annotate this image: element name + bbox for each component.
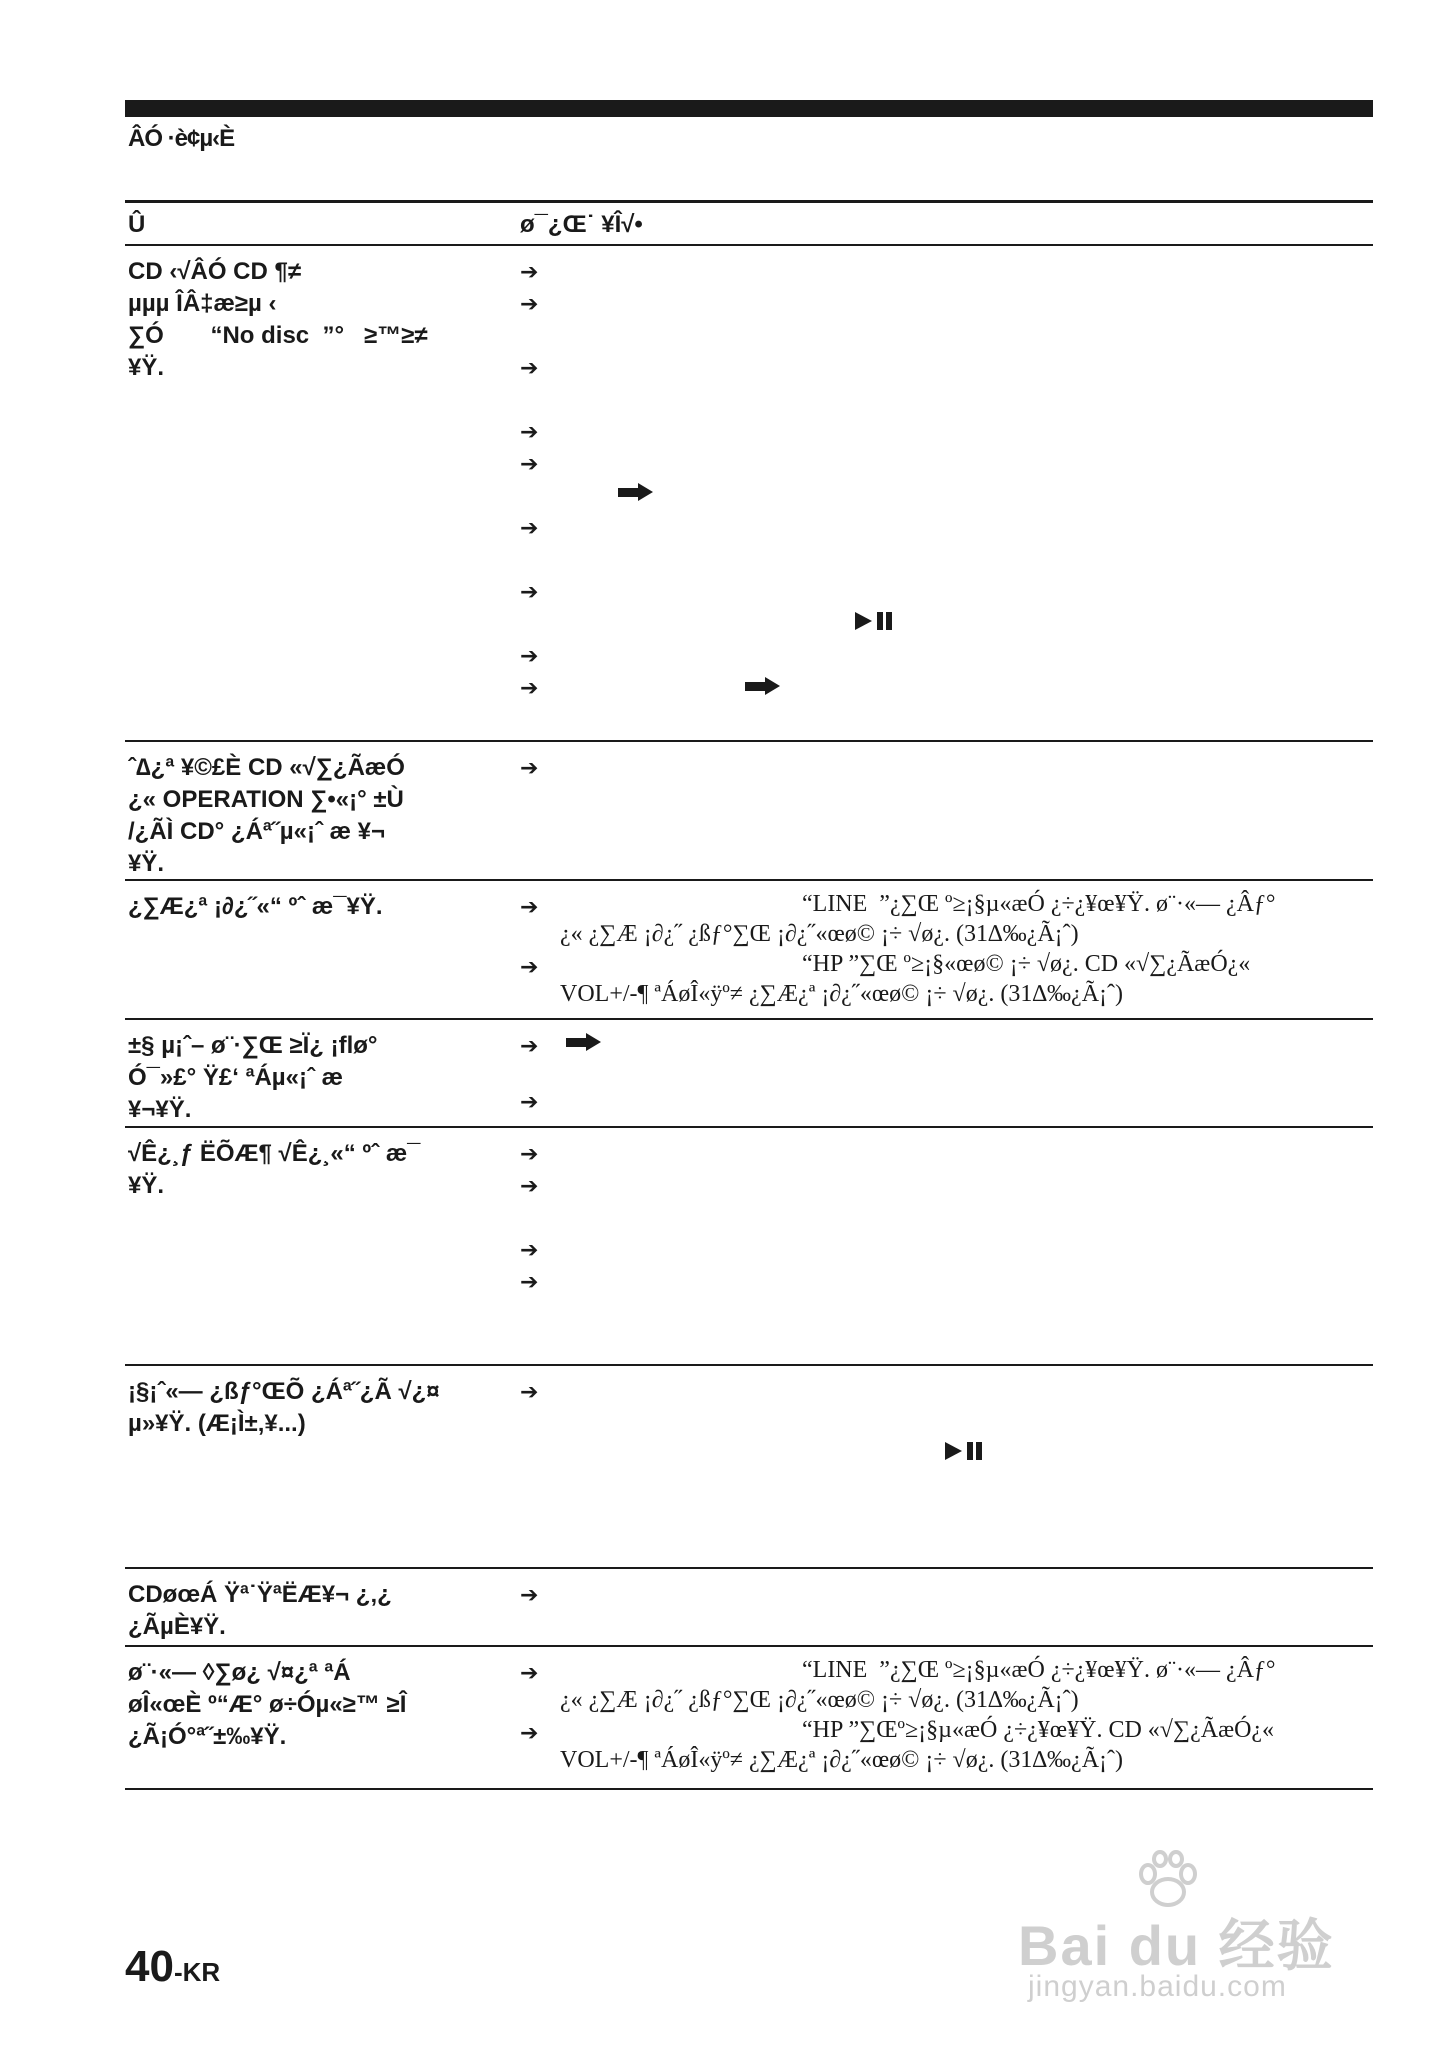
arrow-icon: ➔	[520, 894, 539, 919]
arrow-icon: ➔	[520, 515, 539, 540]
symptom-text: CD ‹√ÂÓ CD ¶≠ µµµ ÎÂ‡æ≥µ ‹ ∑Ó “No disc ”° ≥™≥≠ ¥Ÿ.	[128, 258, 428, 381]
arrow-icon: ➔	[520, 1141, 539, 1166]
page-number-suffix: -KR	[173, 1957, 221, 1987]
table-row	[125, 742, 1373, 881]
arrow-icon: ➔	[520, 579, 539, 604]
right-arrow-icon	[745, 677, 781, 695]
arrow-icon: ➔	[520, 954, 539, 979]
table-row	[125, 1366, 1373, 1569]
table-row	[125, 1128, 1373, 1366]
arrow-icon: ➔	[520, 1033, 539, 1058]
remedy-text: VOL+/-¶ ªÁøÎ«ÿº≠ ¿∑Æ¿ª ¡∂¿˝«œø© ¡÷ √ø¿. (31∆‰¿Ã¡ˆ)	[560, 981, 1124, 1007]
symptom-text: ˆ∆¿ª ¥©£È CD «√∑¿ÃæÓ ¿« OPERATION ∑•«¡° ±Ù /¿ÃÌ CD° ¿Áª˝µ«¡ˆ æ ¥¬ ¥Ÿ.	[128, 754, 405, 877]
arrow-icon: ➔	[520, 291, 539, 316]
table-row	[125, 1020, 1373, 1128]
section-title: ÂÓ ·è¢µ‹È	[128, 125, 235, 152]
arrow-icon: ➔	[520, 755, 539, 780]
arrow-icon: ➔	[520, 451, 539, 476]
arrow-icon: ➔	[520, 1089, 539, 1114]
remedy-text: “LINE ”¿∑Œ º≥¡§µ«æÓ ¿÷¿¥œ¥Ÿ. ø¨·«— ¿Âƒ°	[802, 1657, 1276, 1683]
paw-logo-icon	[1136, 1850, 1200, 1910]
arrow-icon: ➔	[520, 259, 539, 284]
play-pause-icon	[855, 612, 895, 630]
arrow-icon: ➔	[520, 643, 539, 668]
watermark-brand: Bai du 经验	[1018, 1914, 1335, 1977]
table-row	[125, 881, 1373, 1020]
remedy-column-header: ø¯¿Œ˙ ¥Î√•	[520, 211, 643, 238]
symptom-text: ±§ µ¡ˆ– ø¨·∑Œ ≥Ï¿ ¡flø° Ó¯»£° Ÿ£‘ ªÁµ«¡ˆ æ ¥¬¥Ÿ.	[128, 1032, 378, 1123]
arrow-icon: ➔	[520, 1237, 539, 1262]
header-rule	[125, 100, 1373, 117]
arrow-icon: ➔	[520, 1582, 539, 1607]
remedy-text: “LINE ”¿∑Œ º≥¡§µ«æÓ ¿÷¿¥œ¥Ÿ. ø¨·«— ¿Âƒ°	[802, 891, 1276, 917]
right-arrow-icon	[566, 1033, 602, 1051]
table-row	[125, 1647, 1373, 1790]
arrow-icon: ➔	[520, 1173, 539, 1198]
remedy-text: ¿« ¿∑Æ ¡∂¿˝ ¿ßƒ°∑Œ ¡∂¿˝«œø© ¡÷ √ø¿. (31∆‰¿Ã¡ˆ)	[560, 921, 1079, 947]
page-number-value: 40	[125, 1942, 174, 1991]
remedy-text: VOL+/-¶ ªÁøÎ«ÿº≠ ¿∑Æ¿ª ¡∂¿˝«œø© ¡÷ √ø¿. (31∆‰¿Ã¡ˆ)	[560, 1747, 1124, 1773]
arrow-icon: ➔	[520, 1269, 539, 1294]
remedy-text: “HP ”∑Œº≥¡§µ«æÓ ¿÷¿¥œ¥Ÿ. CD «√∑¿ÃæÓ¿«	[802, 1717, 1275, 1743]
play-pause-icon	[945, 1442, 985, 1460]
watermark-url: jingyan.baidu.com	[1028, 1970, 1287, 2003]
table-header	[125, 200, 1373, 246]
symptom-text: ¿∑Æ¿ª ¡∂¿˝«“ ºˆ æ¯¥Ÿ.	[128, 893, 383, 920]
remedy-text: “HP ”∑Œ º≥¡§«œø© ¡÷ √ø¿. CD «√∑¿ÃæÓ¿«	[802, 951, 1251, 977]
symptom-text: CDøœÁ Ÿª˙ŸªËÆ¥¬ ¿‚¿ ¿ÃµÈ¥Ÿ.	[128, 1581, 392, 1640]
table-row	[125, 246, 1373, 742]
right-arrow-icon	[618, 483, 654, 501]
symptom-text: √Ê¿¸ƒ ËÕÆ¶ √Ê¿¸«“ ºˆ æ¯ ¥Ÿ.	[128, 1140, 421, 1199]
baidu-watermark	[1018, 1850, 1348, 2010]
arrow-icon: ➔	[520, 1720, 539, 1745]
arrow-icon: ➔	[520, 1660, 539, 1685]
remedy-text: ¿« ¿∑Æ ¡∂¿˝ ¿ßƒ°∑Œ ¡∂¿˝«œø© ¡÷ √ø¿. (31∆‰¿Ã¡ˆ)	[560, 1687, 1079, 1713]
symptom-text: ø¨·«— ◊∑ø¿ √¤¿ª ªÁ øÎ«œÈ º“Æ° ø÷Óµ«≥™ ≥Î ¿Ã¡Ó°ª˝±‰¥Ÿ.	[128, 1659, 407, 1750]
arrow-icon: ➔	[520, 419, 539, 444]
symptom-column-header: Û	[128, 211, 146, 238]
table-row	[125, 1569, 1373, 1647]
troubleshooting-table	[125, 200, 1373, 1790]
arrow-icon: ➔	[520, 675, 539, 700]
page-number	[125, 1942, 220, 1992]
arrow-icon: ➔	[520, 1379, 539, 1404]
arrow-icon: ➔	[520, 355, 539, 380]
symptom-text: ¡§¡ˆ«— ¿ßƒ°ŒÕ ¿Áª˝¿Ã √¿¤ µ»¥Ÿ. (Æ¡Ì±‚¥...)	[128, 1378, 440, 1437]
